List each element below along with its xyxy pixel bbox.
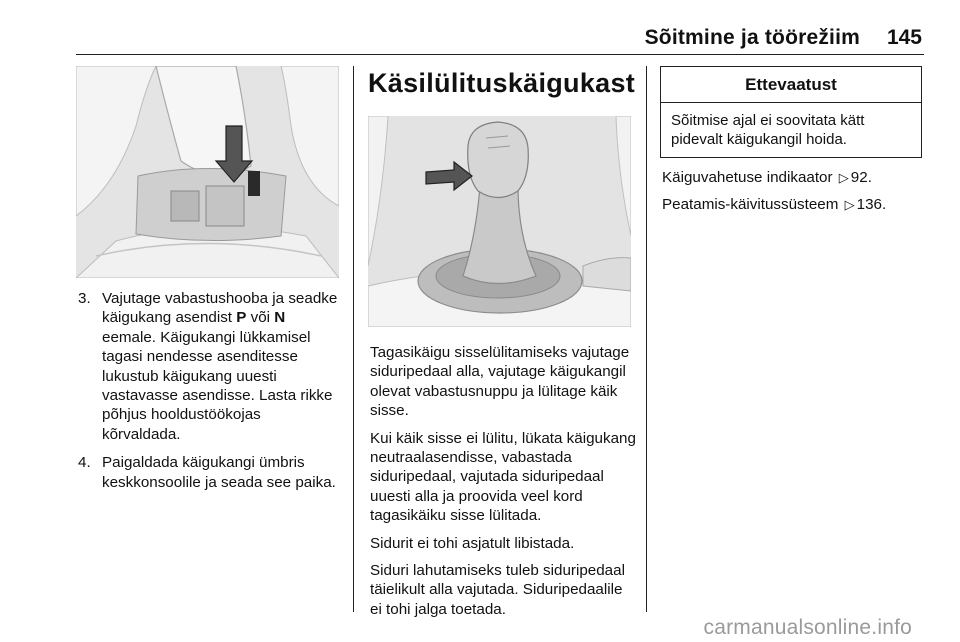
step-text: Vajutage vabastushooba ja seadke käigukang asendist P või N eemale. Käigukangi lükkamisel tagasi nendesse asenditesse lukustub käigukang uuesti vastavasse asendisse. Lasta rikke põhjus hooldustöökojas kõrvaldada. <box>102 290 338 443</box>
gear-position-n: N <box>274 309 286 327</box>
caution-box <box>660 66 922 158</box>
paragraph-clutch-slip: Sidurit ei tohi asjatult libistada. <box>370 534 575 552</box>
list-item <box>78 453 340 492</box>
gear-position-p: P <box>236 309 247 327</box>
running-header-title: Sõitmine ja töörežiim <box>644 26 860 49</box>
step-number: 4. <box>78 454 91 472</box>
list-item <box>78 289 340 444</box>
watermark: carmanualsonline.info <box>703 616 912 639</box>
paragraph-reverse-gear: Tagasikäigu sisselülitamiseks vajutage siduripedaal alla, vajutage käigukangil olevat vabastusnuppu ja lülitage käik sisse. <box>370 344 630 420</box>
manual-transmission-text <box>370 343 636 627</box>
installation-steps-list <box>78 289 340 501</box>
step-text: Paigaldada käigukangi ümbris keskkonsoolile ja seada see paika. <box>102 454 336 491</box>
cross-references <box>662 168 924 223</box>
header-rule <box>76 54 924 55</box>
paragraph-clutch-release: Siduri lahutamiseks tuleb siduripedaal täielikult alla vajutada. Siduripedaalile ei tohi jalga toetada. <box>370 562 625 618</box>
paragraph-gear-not-engaging: Kui käik sisse ei lülitu, lükata käigukang neutraalasendisse, vabastada siduripedaal, vajutada siduripedaal uuesti alla ja proovida veel kord tagasikäiku sisse lülitada. <box>370 429 636 525</box>
caution-heading: Ettevaatust <box>661 67 921 103</box>
gear-lever-cover-drawing <box>76 66 339 278</box>
manual-gear-lever-illustration <box>368 116 631 327</box>
page-number: 145 <box>886 26 922 49</box>
reference-gear-shift-indicator: Käiguvahetuse indikaator ▷ 92. <box>662 169 872 186</box>
caution-text: Sõitmise ajal ei soovitata kätt pidevalt käigukangil hoida. <box>671 112 865 148</box>
gear-lever-cover-illustration <box>76 66 339 278</box>
manual-gear-lever-drawing <box>368 116 631 327</box>
step-number: 3. <box>78 290 91 307</box>
page-reference-triangle-icon: ▷ <box>838 170 849 185</box>
reference-stop-start-system: Peatamis-käivitussüsteem ▷ 136. <box>662 196 887 214</box>
section-title: Käsilülituskäigukast <box>368 68 636 98</box>
column-divider-right <box>646 66 647 612</box>
column-divider-left <box>353 66 354 612</box>
page-reference-triangle-icon: ▷ <box>844 197 855 213</box>
